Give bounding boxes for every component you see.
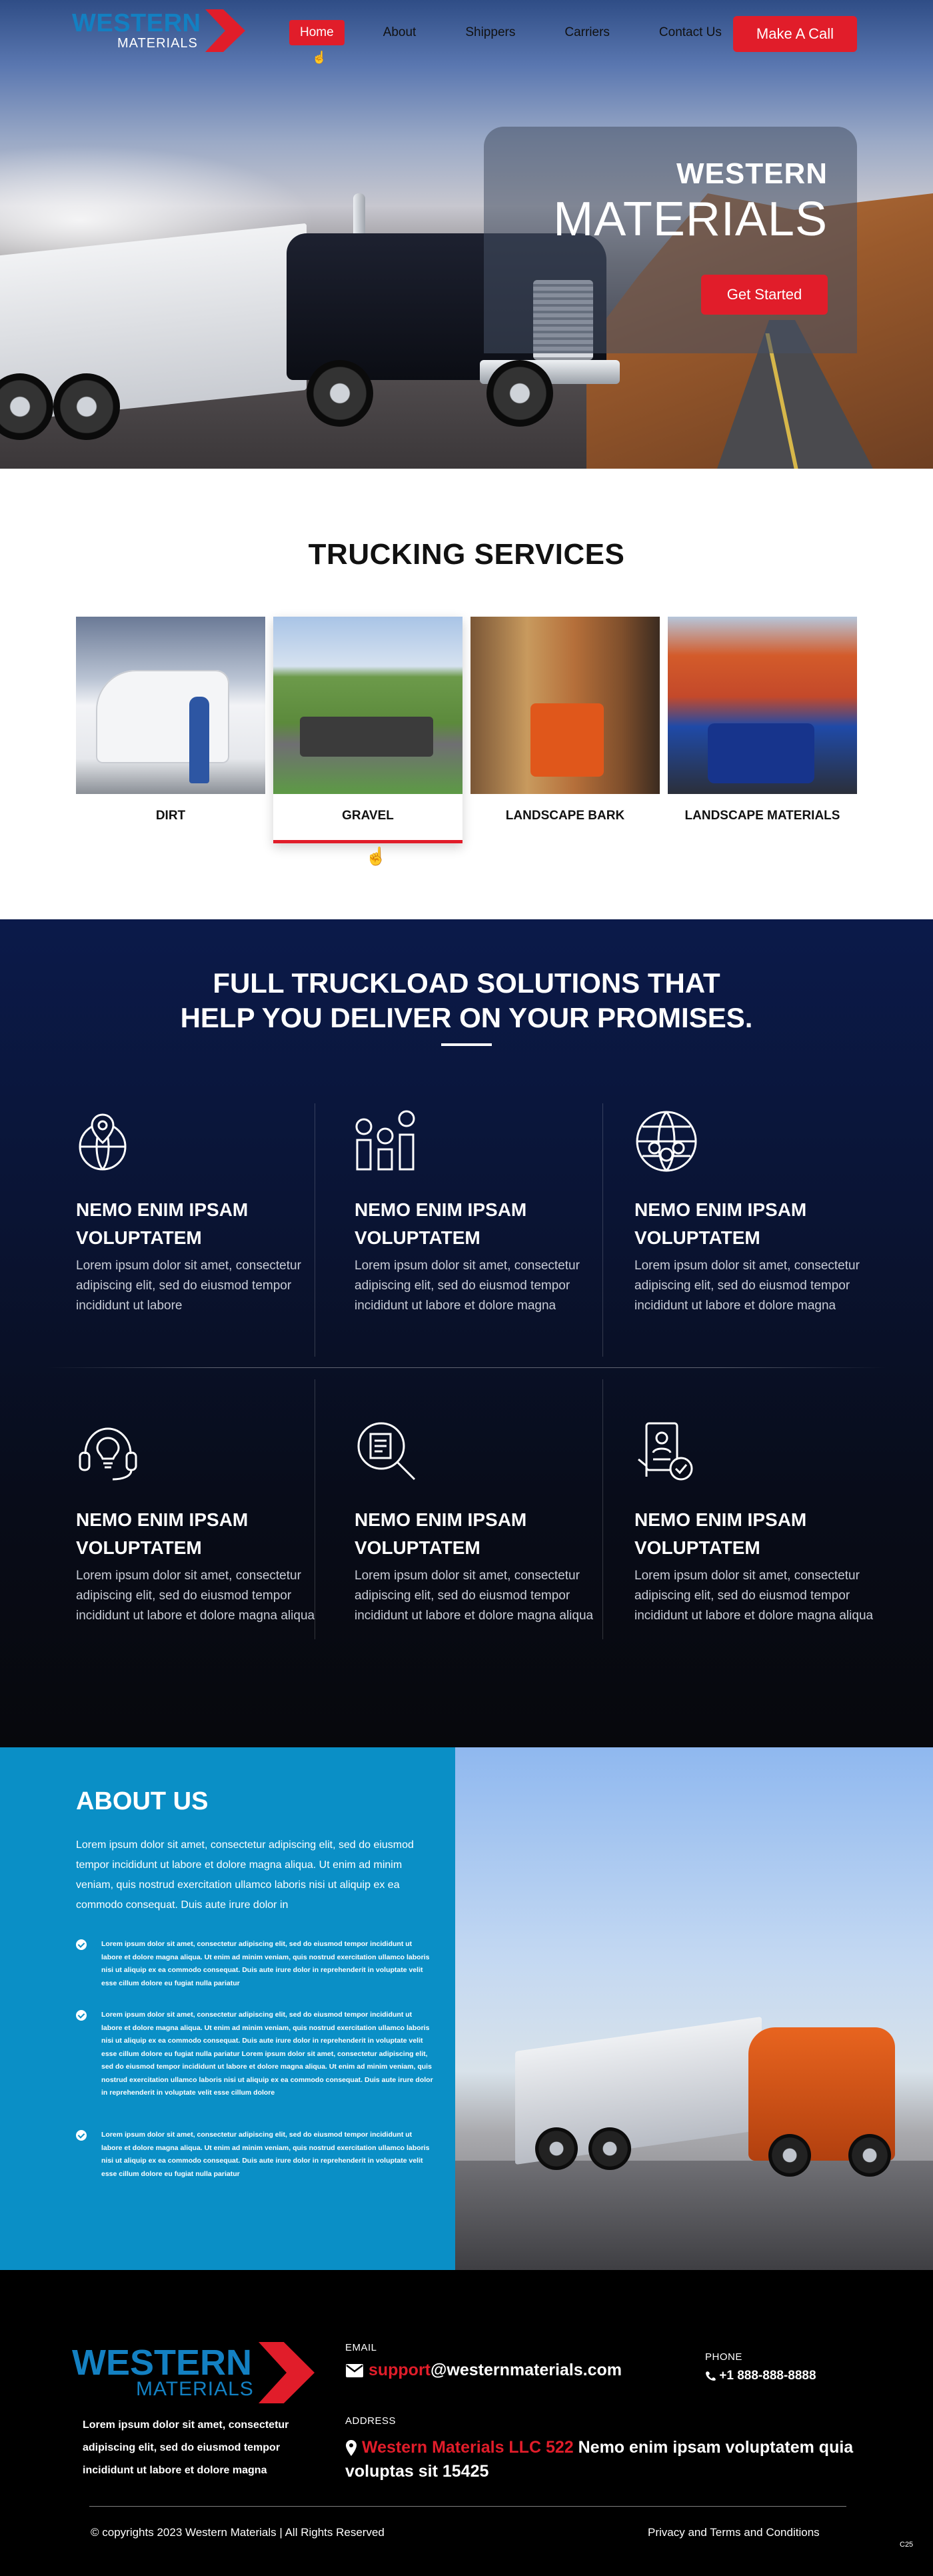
email-user: support — [368, 2361, 431, 2379]
phone-number: +1 888-888-8888 — [719, 2369, 816, 2383]
feature-text: Lorem ipsum dolor sit amet, consectetur adipiscing elit, sed do eiusmod tempor incididunt ut labore et dolore magna — [634, 1259, 860, 1313]
global-network-icon — [634, 1109, 698, 1173]
feature-text: Lorem ipsum dolor sit amet, consectetur adipiscing elit, sed do eiusmod tempor incididunt ut labore — [76, 1259, 301, 1313]
top-nav — [0, 0, 933, 67]
white-truck-shape — [96, 670, 229, 763]
footer-logo-secondary: MATERIALS — [136, 2378, 254, 2400]
feature-text: Lorem ipsum dolor sit amet, consectetur adipiscing elit, sed do eiusmod tempor incididunt ut labore et dolore magna aliqua — [634, 1569, 874, 1623]
service-label: LANDSCAPE MATERIALS — [684, 809, 840, 823]
trailer-wheel — [53, 373, 120, 440]
site-footer — [0, 2270, 933, 2576]
global-location-icon — [76, 1109, 140, 1173]
make-a-call-button[interactable]: Make A Call — [733, 16, 857, 52]
feature-title: NEMO ENIM IPSAM VOLUPTATEM — [76, 1509, 249, 1558]
blue-truck-shape — [708, 723, 814, 783]
ftl-title — [0, 966, 933, 1035]
logo-secondary-text: MATERIALS — [117, 36, 198, 51]
truck-wheel — [307, 360, 373, 427]
truck-wheel — [486, 360, 553, 427]
selected-indicator — [273, 840, 463, 843]
nav-carriers[interactable]: Carriers — [564, 25, 610, 39]
services-title-bold: TRUCKING — [308, 538, 466, 571]
about-section — [0, 1747, 933, 2270]
service-card-dirt[interactable] — [76, 617, 265, 843]
hand-cursor-icon: ☝ — [312, 51, 327, 64]
hero-section — [0, 0, 933, 469]
service-card-gravel[interactable] — [273, 617, 463, 843]
ftl-title-line1: FULL TRUCKLOAD SOLUTIONS THAT — [213, 967, 720, 999]
service-label: GRAVEL — [342, 809, 394, 823]
envelope-icon — [345, 2363, 364, 2378]
trucking-services-section — [0, 469, 933, 919]
nav-shippers[interactable]: Shippers — [465, 25, 516, 39]
feature-title: NEMO ENIM IPSAM VOLUPTATEM — [355, 1509, 527, 1558]
about-content — [0, 1747, 455, 2270]
service-label: LANDSCAPE BARK — [505, 809, 625, 823]
check-text: Lorem ipsum dolor sit amet, consectetur adipiscing elit, sed do eiusmod tempor incididunt ut labore et dolore magna aliqua. Ut enim ad minim veniam, quis nostrud exercitation ullamco laboris nisi ut aliquip ex ea commodo consequat. Duis aute irure dolor in reprehenderit in voluptate velit esse cillum dolore eu fugiat nulla pariatur — [101, 2131, 430, 2178]
cost-chart-icon — [355, 1109, 419, 1173]
ftl-title-help: HELP — [180, 1002, 255, 1033]
address-label: ADDRESS — [345, 2415, 397, 2427]
check-text: Lorem ipsum dolor sit amet, consectetur adipiscing elit, sed do eiusmod tempor incididunt ut labore et dolore magna aliqua. Ut enim ad minim veniam, quis nostrud exercitation ullamco laboris nisi ut aliquip ex ea commodo consequat. Duis aute irure dolor in reprehenderit in voluptate velit esse cillum dolore eu fugiat nulla pariatur — [101, 1940, 430, 1987]
nav-about[interactable]: About — [383, 25, 417, 39]
feature-text: Lorem ipsum dolor sit amet, consectetur adipiscing elit, sed do eiusmod tempor incididunt ut labore et dolore magna aliqua — [355, 1569, 594, 1623]
check-circle-icon — [76, 1939, 87, 1950]
site-logo[interactable] — [72, 9, 245, 53]
email-label: EMAIL — [345, 2342, 377, 2353]
location-pin-icon — [345, 2439, 357, 2457]
feature-text: Lorem ipsum dolor sit amet, consectetur adipiscing elit, sed do eiusmod tempor incididunt ut labore et dolore magna — [355, 1259, 580, 1313]
about-intro: Lorem ipsum dolor sit amet, consectetur adipiscing elit, sed do eiusmod tempor incididunt ut labore et dolore magna aliqua. Ut enim ad minim veniam, quis nostrud exercitation ullamco laboris nisi ut aliquip ex ea commodo consequat. Duis aute irure dolor in — [76, 1839, 414, 1911]
check-circle-icon — [76, 2010, 87, 2021]
about-truck-image — [455, 1747, 933, 2270]
logo-chevron-icon — [205, 9, 245, 52]
footer-about-text: Lorem ipsum dolor sit amet, consectetur adipiscing elit, sed do eiusmod tempor incididunt ut labore et dolore magna — [83, 2419, 289, 2476]
feature-text: Lorem ipsum dolor sit amet, consectetur adipiscing elit, sed do eiusmod tempor incididunt ut labore et dolore magna aliqua — [76, 1569, 315, 1623]
cab-wheel — [848, 2134, 891, 2177]
forklift-shape — [530, 703, 604, 777]
footer-logo-primary: WESTERN — [72, 2343, 252, 2383]
road-surface — [455, 2161, 933, 2270]
service-image-gravel — [273, 617, 463, 794]
services-title — [0, 538, 933, 571]
main-menu — [289, 20, 760, 45]
service-card-landscape-materials[interactable] — [668, 617, 857, 843]
cab-wheel — [768, 2134, 811, 2177]
grid-divider — [47, 1367, 886, 1368]
hero-card — [484, 127, 857, 353]
service-image-landscape-materials — [668, 617, 857, 794]
footer-logo[interactable] — [72, 2342, 312, 2403]
hero-title-line1: WESTERN — [676, 157, 828, 190]
logo-chevron-icon — [259, 2342, 315, 2403]
services-title-rest: SERVICES — [465, 538, 625, 571]
address-highlight: Western Materials LLC 522 — [361, 2438, 574, 2457]
phone-label: PHONE — [705, 2351, 742, 2363]
service-card-landscape-bark[interactable] — [470, 617, 660, 843]
privacy-terms-link[interactable]: Privacy and Terms and Conditions — [648, 2526, 820, 2539]
feature-title: NEMO ENIM IPSAM VOLUPTATEM — [76, 1199, 249, 1248]
footer-divider — [89, 2506, 846, 2507]
service-image-dirt — [76, 617, 265, 794]
nav-contact-us[interactable]: Contact Us — [658, 25, 722, 39]
hero-title-line2: MATERIALS — [553, 193, 828, 246]
footer-address — [345, 2435, 878, 2483]
footer-email[interactable] — [345, 2361, 622, 2380]
trailer-wheel — [588, 2127, 631, 2170]
get-started-button[interactable]: Get Started — [701, 275, 828, 315]
check-text: Lorem ipsum dolor sit amet, consectetur adipiscing elit, sed do eiusmod tempor incididunt ut labore et dolore magna aliqua. Ut enim ad minim veniam, quis nostrud exercitation ullamco laboris nisi ut aliquip ex ea commodo consequat. Duis aute irure dolor in reprehenderit in voluptate velit esse cillum dolore eu fugiat nulla pariatur Lorem ipsum dolor sit amet, consectetur adipiscing elit, sed do eiusmod tempor incididunt ut labore et dolore magna aliqua. Ut enim ad minim veniam, quis nostrud exercitation ullamco laboris nisi ut aliquip ex ea commodo consequat. Duis aute irure dolor in reprehenderit in voluptate velit esse cillum dolore — [101, 2011, 433, 2097]
about-title: ABOUT US — [76, 1787, 209, 1815]
grid-divider — [602, 1103, 603, 1357]
service-image-landscape-bark — [470, 617, 660, 794]
ftl-title-promises: PROMISES. — [597, 1002, 753, 1033]
feature-title: NEMO ENIM IPSAM VOLUPTATEM — [634, 1509, 807, 1558]
phone-icon — [705, 2371, 716, 2381]
ftl-title-mid: YOU DELIVER ON YOUR — [254, 1002, 598, 1033]
nav-home[interactable]: Home — [289, 20, 345, 45]
trailer-wheel — [535, 2127, 578, 2170]
feature-title: NEMO ENIM IPSAM VOLUPTATEM — [355, 1199, 527, 1248]
copyright-text: © copyrights 2023 Western Materials | All Rights Reserved — [91, 2526, 385, 2539]
corner-code: C25 — [900, 2541, 914, 2549]
support-idea-icon — [76, 1419, 140, 1483]
flatbed-truck-shape — [300, 717, 433, 757]
document-search-icon — [355, 1419, 419, 1483]
address-rest: Nemo enim ipsam voluptatem quia voluptas sit 15425 — [345, 2438, 854, 2481]
logo-primary-text: WESTERN — [72, 9, 201, 37]
service-label: DIRT — [155, 809, 186, 823]
verified-document-icon — [634, 1419, 698, 1483]
check-circle-icon — [76, 2130, 87, 2141]
footer-phone[interactable] — [705, 2369, 816, 2383]
feature-title: NEMO ENIM IPSAM VOLUPTATEM — [634, 1199, 807, 1248]
hand-cursor-icon: ☝ — [365, 846, 387, 866]
grid-divider — [602, 1379, 603, 1639]
ftl-title-divider — [441, 1043, 492, 1046]
ftl-solutions-section — [0, 919, 933, 1747]
driver-figure — [189, 697, 209, 783]
email-domain: @westernmaterials.com — [431, 2361, 622, 2379]
